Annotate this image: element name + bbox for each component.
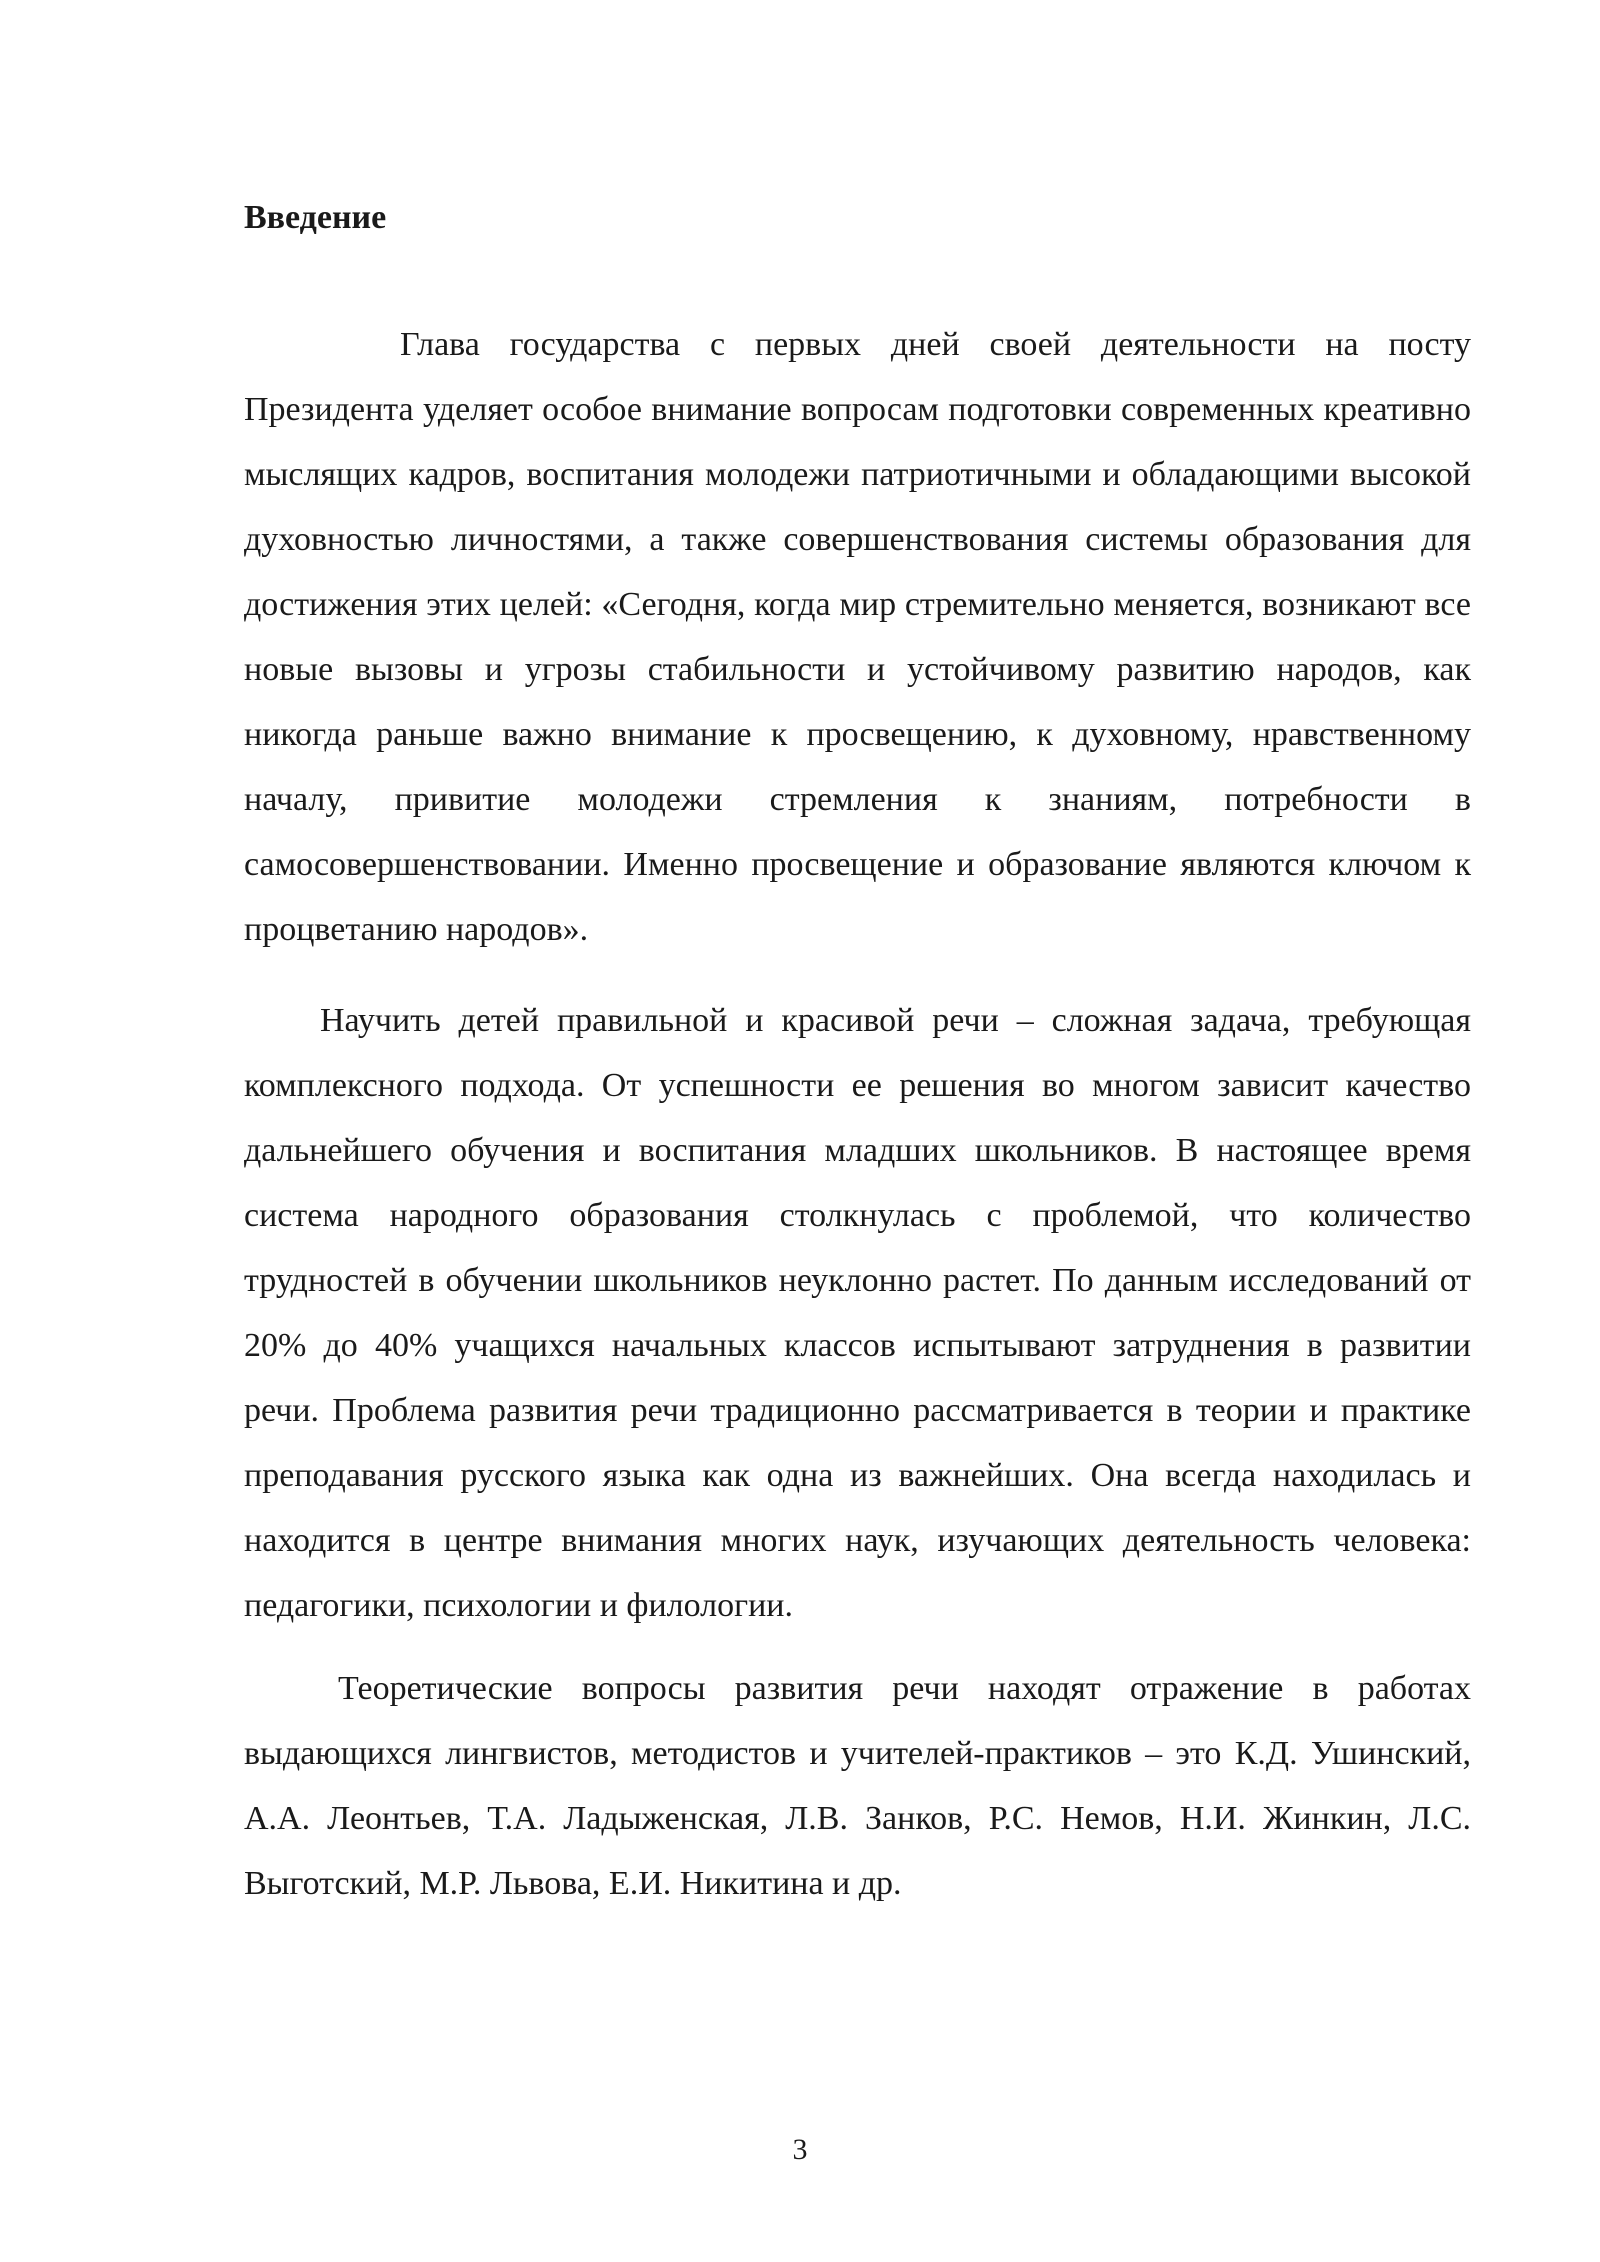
paragraph-researchers: Теоретические вопросы развития речи находят отражение в работах выдающихся лингвистов, методистов и учителей-практиков – это К.Д. Ушинский, А.А. Леонтьев, Т.А. Ладыженская, Л.В. Занков, Р.С. Немов, Н.И. Жинкин, Л.С. Выготский, М.Р. Львова, Е.И. Никитина и др. bbox=[244, 1670, 1471, 1902]
page-number: 3 bbox=[792, 2133, 808, 2166]
paragraph-speech-development: Научить детей правильной и красивой речи – сложная задача, требующая комплексного подхода. От успешности ее решения во многом зависит качество дальнейшего обучения и воспитания младших школьников. В настоящее время система народного образования столкнулась с проблемой, что количество трудностей в обучении школьников неуклонно растет. По данным исследований от 20% до 40% учащихся начальных классов испытывают затруднения в развитии речи. Проблема развития речи традиционно рассматривается в теории и практике преподавания русского языка как одна из важнейших. Она всегда находилась и находится в центре внимания многих наук, изучающих деятельность человека: педагогики, психологии и филологии. bbox=[244, 1002, 1471, 1624]
paragraph-president-quote: Глава государства с первых дней своей деятельности на посту Президента уделяет особое внимание вопросам подготовки современных креативно мыслящих кадров, воспитания молодежи патриотичными и обладающими высокой духовностью личностями, а также совершенствования системы образования для достижения этих целей: «Сегодня, когда мир стремительно меняется, возникают все новые вызовы и угрозы стабильности и устойчивому развитию народов, как никогда раньше важно внимание к просвещению, к духовному, нравственному началу, привитие молодежи стремления к знаниям, потребности в самосовершенствовании. Именно просвещение и образование являются ключом к процветанию народов». bbox=[244, 326, 1471, 948]
section-heading: Введение bbox=[244, 199, 387, 236]
page-content bbox=[244, 190, 1471, 1916]
